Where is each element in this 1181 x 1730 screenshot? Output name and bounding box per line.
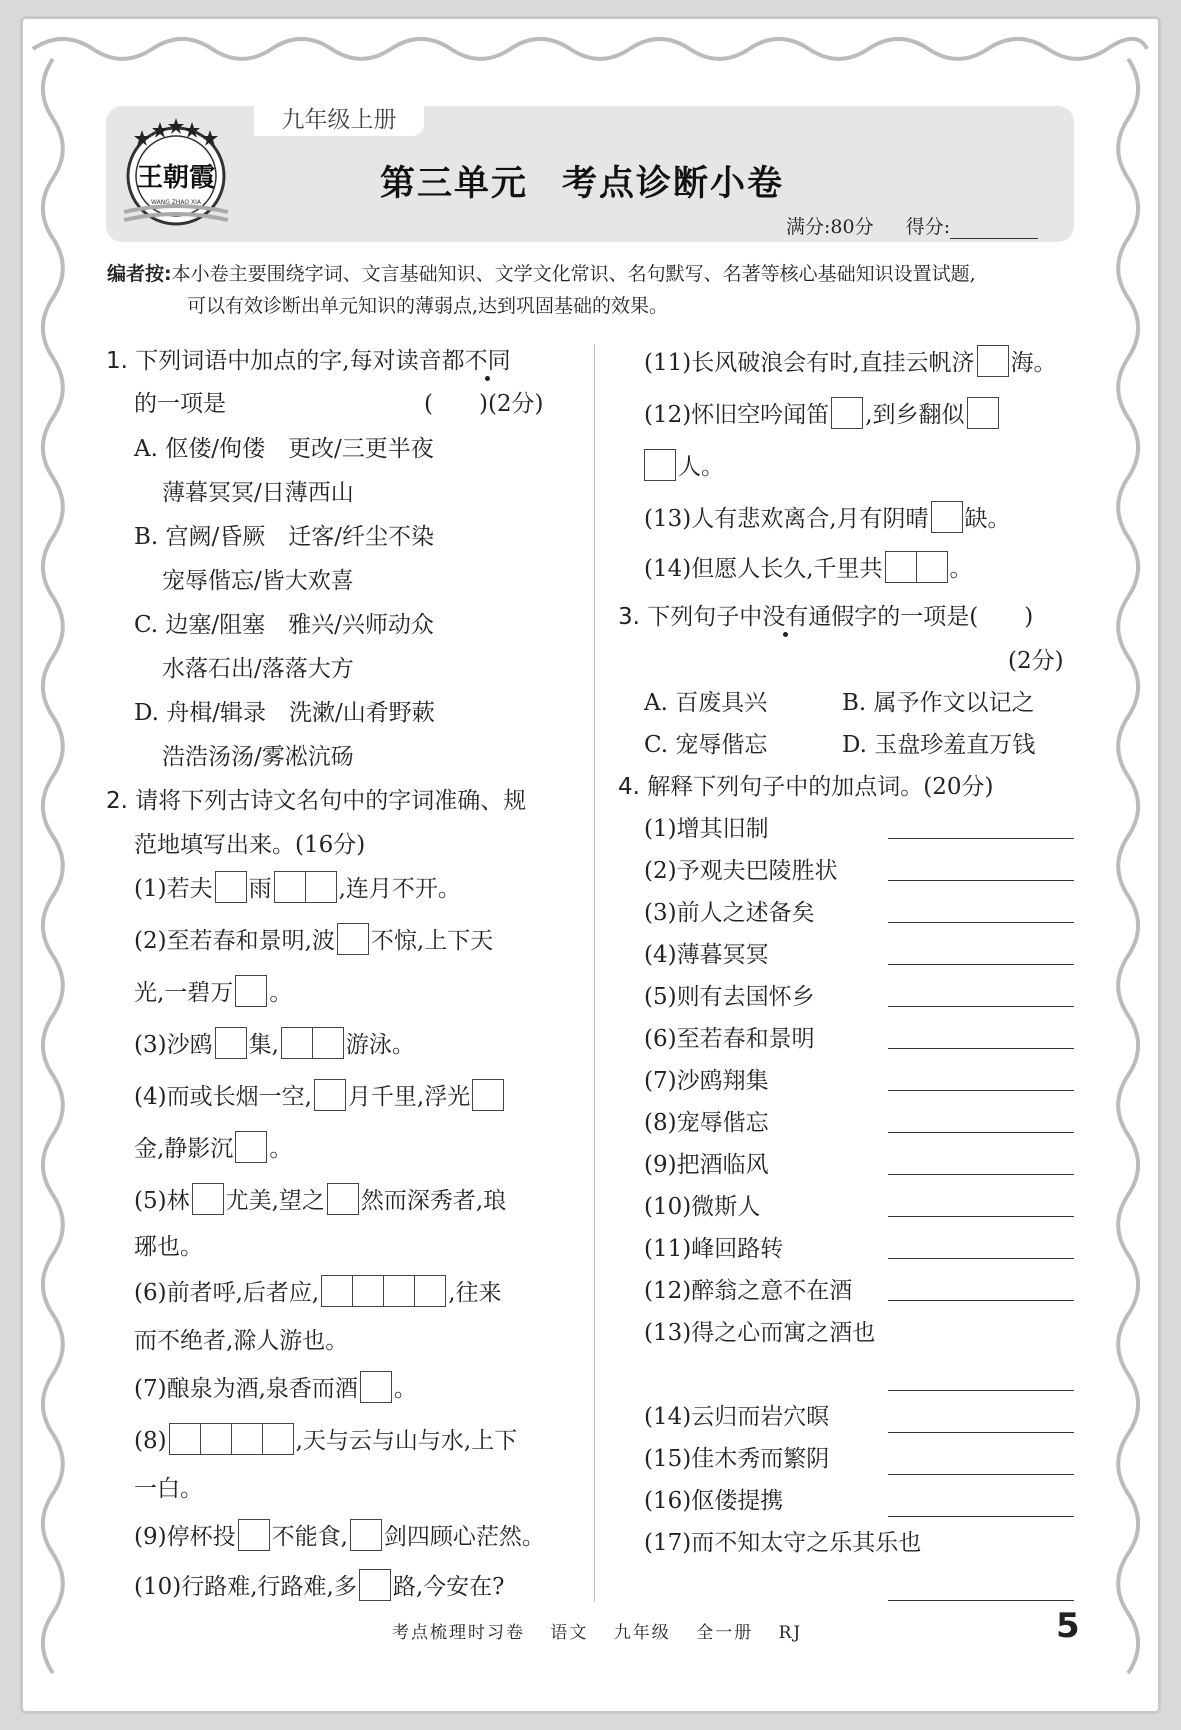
fill-box[interactable] bbox=[192, 1183, 224, 1215]
q4-item-2: (2)予观夫巴陵胜状 bbox=[644, 858, 838, 884]
answer-blank[interactable] bbox=[888, 880, 1074, 881]
fill-box[interactable] bbox=[281, 1027, 313, 1059]
fill-box[interactable] bbox=[231, 1423, 263, 1455]
fill-box[interactable] bbox=[352, 1275, 384, 1307]
fill-box[interactable] bbox=[360, 1371, 392, 1403]
q4-item-9: (9)把酒临风 bbox=[644, 1152, 769, 1178]
fill-box[interactable] bbox=[169, 1423, 201, 1455]
q4-item-17: (17)而不知太守之乐其乐也 bbox=[644, 1530, 922, 1556]
q1-option-d[interactable]: D. 舟楫/辑录 洗漱/山肴野蔌 bbox=[134, 700, 435, 726]
q4-item-8: (8)宠辱偕忘 bbox=[644, 1110, 769, 1136]
q2-item-2-cont: 光,一碧万 。 bbox=[134, 974, 292, 1010]
q4-item-13: (13)得之心而寓之酒也 bbox=[644, 1320, 876, 1346]
answer-blank[interactable] bbox=[888, 1258, 1074, 1259]
score-line bbox=[786, 212, 1038, 239]
q4-item-14: (14)云归而岩穴暝 bbox=[644, 1404, 830, 1430]
q3-option-a[interactable]: A. 百废具兴 bbox=[644, 690, 768, 716]
answer-blank[interactable] bbox=[888, 1216, 1074, 1217]
q2-item-10: (10)行路难,行路难,多 路,今安在? bbox=[134, 1568, 505, 1604]
footer bbox=[392, 1618, 820, 1643]
footer-grade: 九年级 bbox=[613, 1623, 671, 1643]
fill-box[interactable] bbox=[274, 871, 306, 903]
q1-option-a[interactable]: A. 伛偻/佝偻 更改/三更半夜 bbox=[134, 436, 434, 462]
q1-answer-paren[interactable]: ( )(2分) bbox=[424, 391, 544, 417]
q4-item-7: (7)沙鸥翔集 bbox=[644, 1068, 769, 1094]
answer-blank[interactable] bbox=[888, 1516, 1074, 1517]
q2-stem-line2: 范地填写出来。(16分) bbox=[134, 832, 366, 858]
svg-text:王朝霞: 王朝霞 bbox=[136, 163, 216, 193]
fill-box[interactable] bbox=[321, 1275, 353, 1307]
q4-stem: 4. 解释下列句子中的加点词。(20分) bbox=[618, 774, 994, 800]
q2-item-8-cont: 一白。 bbox=[134, 1476, 203, 1502]
fill-box[interactable] bbox=[238, 1519, 270, 1551]
q2-item-7: (7)酿泉为酒,泉香而酒 。 bbox=[134, 1370, 417, 1406]
fill-box[interactable] bbox=[235, 975, 267, 1007]
fill-box[interactable] bbox=[215, 1027, 247, 1059]
fill-box[interactable] bbox=[383, 1275, 415, 1307]
q2-item-14: (14)但愿人长久,千里共 。 bbox=[644, 550, 973, 586]
answer-blank[interactable] bbox=[888, 1132, 1074, 1133]
q2-item-1: (1)若夫 雨 ,连月不开。 bbox=[134, 870, 461, 906]
q4-item-5: (5)则有去国怀乡 bbox=[644, 984, 815, 1010]
q3-stem: 3. 下列句子中没有通假字的一项是( ) bbox=[618, 604, 1034, 630]
q1-option-b[interactable]: B. 宫阙/昏厥 迁客/纤尘不染 bbox=[134, 524, 435, 550]
q2-item-13: (13)人有悲欢离合,月有阴晴 缺。 bbox=[644, 500, 1011, 536]
fill-box[interactable] bbox=[931, 501, 963, 533]
page-number: 5 bbox=[1056, 1606, 1080, 1646]
answer-blank[interactable] bbox=[888, 1600, 1074, 1601]
q2-item-6-cont: 而不绝者,滁人游也。 bbox=[134, 1328, 349, 1354]
fill-box[interactable] bbox=[327, 1183, 359, 1215]
q2-item-12-cont: 人。 bbox=[644, 448, 724, 484]
note-line2: 可以有效诊断出单元知识的薄弱点,达到巩固基础的效果。 bbox=[187, 295, 669, 317]
q2-item-9: (9)停杯投 不能食, 剑四顾心茫然。 bbox=[134, 1518, 545, 1554]
q2-item-4: (4)而或长烟一空, 月千里,浮光 bbox=[134, 1078, 506, 1114]
answer-blank[interactable] bbox=[888, 964, 1074, 965]
q4-item-12: (12)醉翁之意不在酒 bbox=[644, 1278, 853, 1304]
fill-box[interactable] bbox=[967, 397, 999, 429]
fill-box[interactable] bbox=[977, 345, 1009, 377]
q1-stem-line2: 的一项是 bbox=[134, 391, 226, 417]
score-label: 得分: bbox=[905, 216, 951, 238]
q4-item-15: (15)佳木秀而繁阴 bbox=[644, 1446, 830, 1472]
note-line1: 本小卷主要围绕字词、文言基础知识、文学文化常识、名句默写、名著等核心基础知识设置试题, bbox=[171, 263, 976, 285]
answer-blank[interactable] bbox=[888, 838, 1074, 839]
fill-box[interactable] bbox=[235, 1131, 267, 1163]
footer-book: 考点梳理时习卷 bbox=[392, 1623, 525, 1643]
fill-box[interactable] bbox=[916, 551, 948, 583]
fill-box[interactable] bbox=[359, 1569, 391, 1601]
q2-stem-line1: 2. 请将下列古诗文名句中的字词准确、规 bbox=[106, 788, 527, 814]
fill-box[interactable] bbox=[262, 1423, 294, 1455]
q1-option-d-2: 浩浩汤汤/雾凇沆砀 bbox=[162, 744, 354, 770]
q2-item-2: (2)至若春和景明,波 不惊,上下天 bbox=[134, 922, 493, 958]
full-score: 满分:80分 bbox=[786, 216, 874, 238]
answer-blank[interactable] bbox=[888, 922, 1074, 923]
q4-item-16: (16)伛偻提携 bbox=[644, 1488, 784, 1514]
fill-box[interactable] bbox=[831, 397, 863, 429]
answer-blank[interactable] bbox=[888, 1006, 1074, 1007]
footer-subject: 语文 bbox=[550, 1623, 589, 1643]
fill-box[interactable] bbox=[472, 1079, 504, 1111]
q3-option-c[interactable]: C. 宠辱偕忘 bbox=[644, 732, 768, 758]
fill-box[interactable] bbox=[200, 1423, 232, 1455]
note-label: 编者按: bbox=[107, 263, 172, 285]
svg-text:WANG ZHAO XIA: WANG ZHAO XIA bbox=[151, 199, 201, 206]
fill-box[interactable] bbox=[312, 1027, 344, 1059]
q3-score: (2分) bbox=[1008, 648, 1064, 674]
editor-note bbox=[107, 258, 1082, 322]
q2-item-5-cont: 琊也。 bbox=[134, 1234, 203, 1260]
fill-box[interactable] bbox=[350, 1519, 382, 1551]
fill-box[interactable] bbox=[644, 449, 676, 481]
fill-box[interactable] bbox=[414, 1275, 446, 1307]
title-test: 考点诊断小卷 bbox=[562, 164, 785, 204]
q4-item-4: (4)薄暮冥冥 bbox=[644, 942, 769, 968]
answer-blank[interactable] bbox=[888, 1174, 1074, 1175]
fill-box[interactable] bbox=[885, 551, 917, 583]
q1-option-a-2: 薄暮冥冥/日薄西山 bbox=[162, 480, 354, 506]
title-unit: 第三单元 bbox=[380, 164, 529, 204]
footer-volume: 全一册 bbox=[696, 1623, 754, 1643]
q3-option-d[interactable]: D. 玉盘珍羞直万钱 bbox=[842, 732, 1036, 758]
q2-item-8: (8) ,天与云与山与水,上下 bbox=[134, 1422, 517, 1458]
q2-item-4-cont: 金,静影沉 。 bbox=[134, 1130, 292, 1166]
fill-box[interactable] bbox=[337, 923, 369, 955]
answer-blank[interactable] bbox=[888, 1474, 1074, 1475]
q2-item-3: (3)沙鸥 集, 游泳。 bbox=[134, 1026, 415, 1062]
brand-logo bbox=[120, 116, 232, 228]
q1-option-c-2: 水落石出/落落大方 bbox=[162, 656, 354, 682]
answer-blank[interactable] bbox=[888, 1390, 1074, 1391]
fill-box[interactable] bbox=[305, 871, 337, 903]
grade-tab: 九年级上册 bbox=[254, 102, 424, 136]
q1-stem-line1: 1. 下列词语中加点的字,每对读音都不同 bbox=[106, 348, 511, 374]
answer-blank[interactable] bbox=[888, 1300, 1074, 1301]
q3-option-b[interactable]: B. 属予作文以记之 bbox=[842, 690, 1035, 716]
q2-item-12: (12)怀旧空吟闻笛 ,到乡翻似 bbox=[644, 396, 1001, 432]
score-blank[interactable] bbox=[950, 218, 1038, 239]
q4-item-11: (11)峰回路转 bbox=[644, 1236, 784, 1262]
page-title bbox=[380, 156, 784, 206]
q4-item-6: (6)至若春和景明 bbox=[644, 1026, 815, 1052]
q4-item-3: (3)前人之述备矣 bbox=[644, 900, 815, 926]
q2-item-6: (6)前者呼,后者应, ,往来 bbox=[134, 1274, 502, 1310]
q2-item-5: (5)林 尤美,望之 然而深秀者,琅 bbox=[134, 1182, 506, 1218]
q1-option-c[interactable]: C. 边塞/阻塞 雅兴/兴师动众 bbox=[134, 612, 434, 638]
answer-blank[interactable] bbox=[888, 1048, 1074, 1049]
q1-option-b-2: 宠辱偕忘/皆大欢喜 bbox=[162, 568, 354, 594]
fill-box[interactable] bbox=[314, 1079, 346, 1111]
answer-blank[interactable] bbox=[888, 1090, 1074, 1091]
footer-edition: RJ bbox=[778, 1623, 803, 1643]
column-divider bbox=[594, 344, 595, 1602]
q4-item-1: (1)增其旧制 bbox=[644, 816, 769, 842]
fill-box[interactable] bbox=[215, 871, 247, 903]
q4-item-10: (10)微斯人 bbox=[644, 1194, 761, 1220]
q2-item-11: (11)长风破浪会有时,直挂云帆济 海。 bbox=[644, 344, 1057, 380]
answer-blank[interactable] bbox=[888, 1432, 1074, 1433]
